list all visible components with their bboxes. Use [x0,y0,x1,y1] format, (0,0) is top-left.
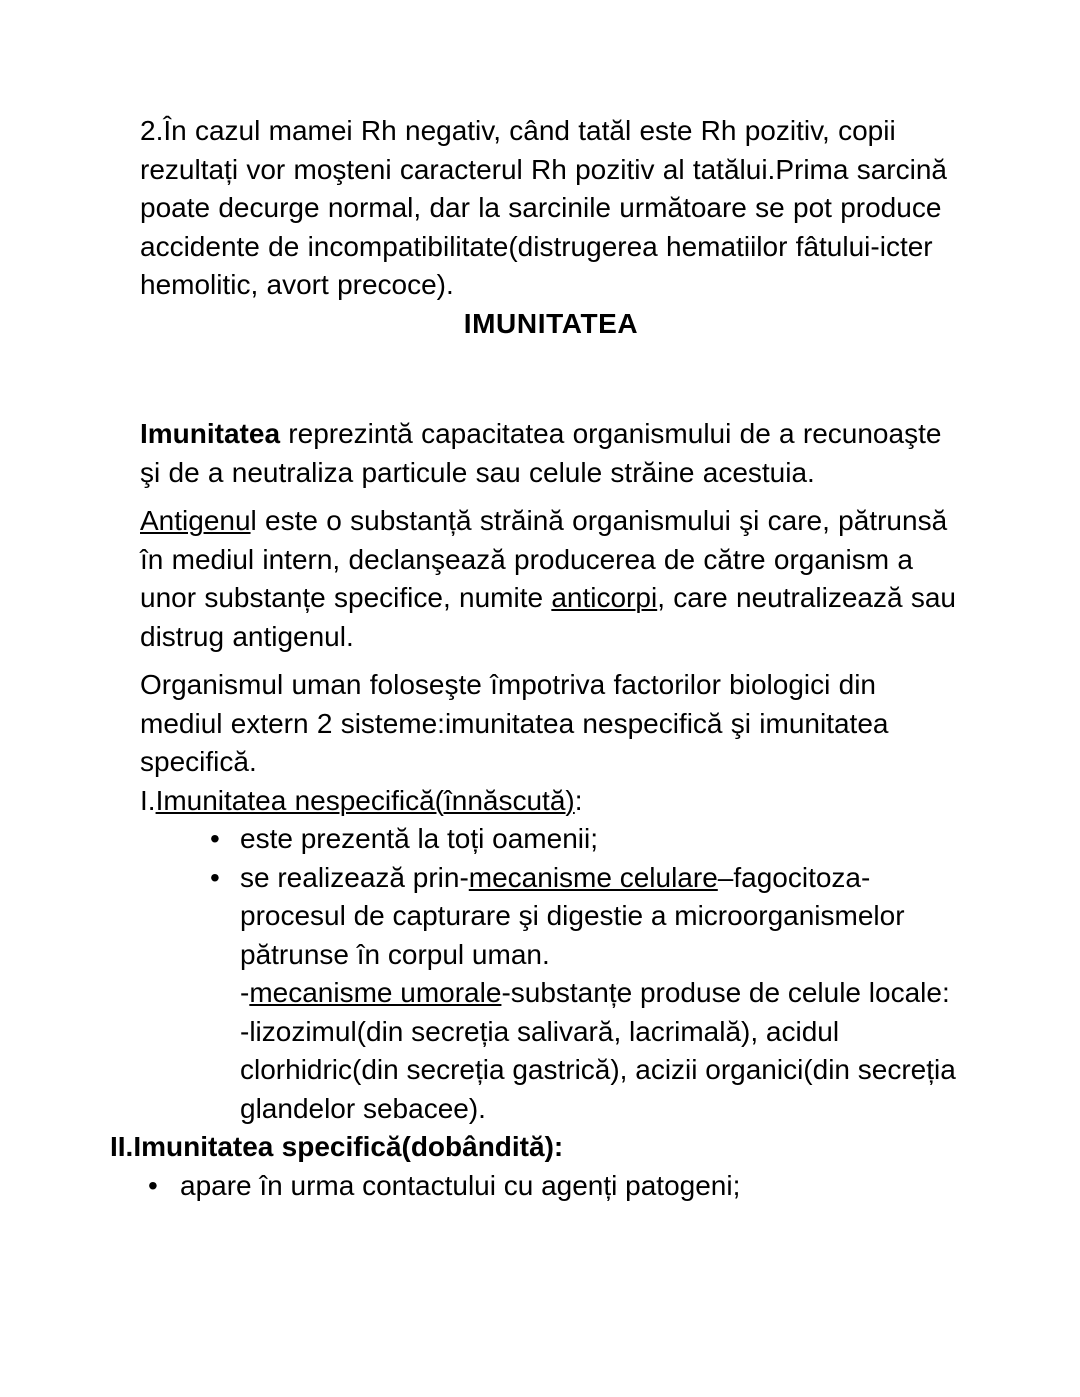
blank-line-spacer [108,343,972,415]
paragraph-antigen [140,502,962,656]
page-title: IMUNITATEA [463,307,639,339]
list-item-text: este prezentă la toți oamenii; [240,823,598,854]
anticorpi-term-underlined: anticorpi [551,582,658,613]
list-item-text: apare în urma contactului cu agenți patogeni; [180,1169,741,1201]
paragraph-definition [140,415,962,492]
antigen-term-tail: l [250,505,257,536]
section-one-title-underlined: Imunitatea nespecifică(înnăscută) [155,784,575,816]
list-item [210,820,962,859]
definition-term: Imunitatea [140,418,281,449]
antigen-term-underlined: Antigenu [140,505,251,536]
list-item [148,1167,962,1206]
document-content [108,112,972,1205]
sub-line-prefix: - [240,977,250,1008]
bullet-icon: • [148,1169,158,1201]
list-item-lead: se realizează prin- [240,861,469,893]
section-one-numeral: I. [140,784,156,816]
paragraph-immune-systems: Organismul uman foloseşte împotriva factorilor biologici din mediul extern 2 sisteme:imunitatea nespecifică şi imunitatea specifică. [140,669,889,777]
antigen-text-tail: , care neutralizează sau distrug antigenul. [140,582,956,652]
sub-line-substances: -lizozimul(din secreția salivară, lacrimală), acidul clorhidric(din secreția gastrică), acizii organici(din secreția glandelor sebacee). [240,1015,956,1124]
section-one-bullet-list [210,820,962,1128]
mecanisme-umorale-underlined: mecanisme umorale [249,977,502,1008]
section-one-colon: : [574,784,583,816]
bullet-icon: • [210,823,220,854]
list-item-text: –fagocitoza-procesul de capturare şi digestie a microorganismelor pătrunse în corpul uman. [240,861,905,970]
section-two-bullet-list [148,1167,962,1206]
mecanisme-celulare-underlined: mecanisme celulare [468,861,718,893]
sub-line-tail: -substanțe produse de celule locale: [501,977,950,1008]
bullet-icon: • [210,861,220,893]
section-two-heading: II.Imunitatea specifică(dobândită): [110,1131,564,1162]
definition-text: reprezintă capacitatea organismului de a recunoaşte şi de a neutraliza particule sau celule străine acestuia. [140,418,942,488]
paragraph-rh-incompatibility: 2.În cazul mamei Rh negativ, când tatăl este Rh pozitiv, copii rezultați vor moşteni caracterul Rh pozitiv al tatălui.Prima sarcină poate decurge normal, dar la sarcinile următoare se pot produce accidente de incompatibilitate(distrugerea hematiilor fâtului-icter hemolitic, avort precoce). [140,115,947,300]
section-one-heading [140,782,962,821]
list-item [210,859,962,1129]
antigen-text-middle: este o substanță străină organismului şi care, pătrunsă în mediul intern, declanşează producerea de către organism a unor substanțe specifice, numite [140,505,948,613]
